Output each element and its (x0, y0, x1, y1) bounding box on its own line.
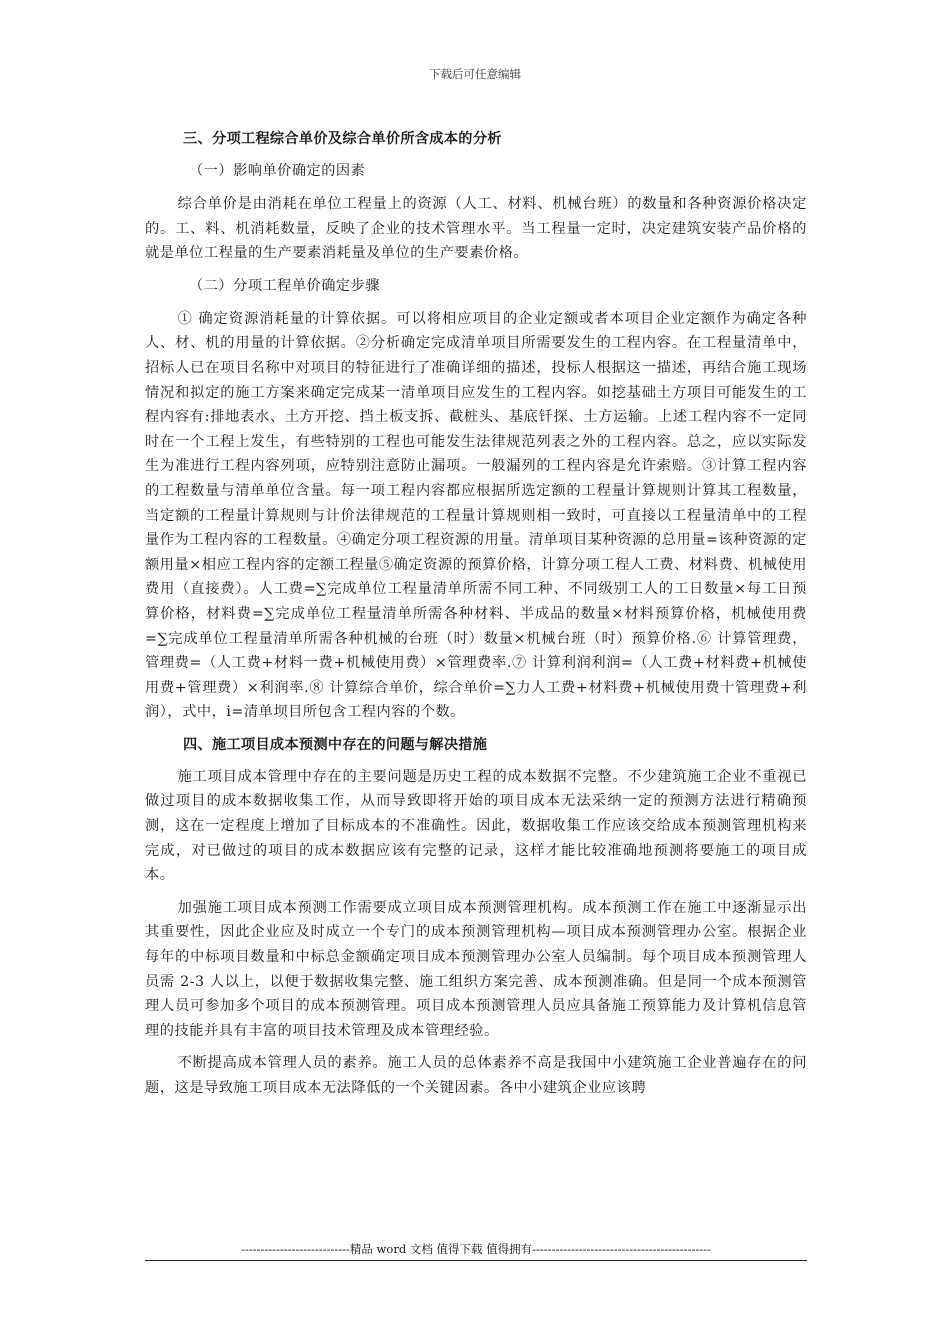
page-footer: ----------------------------精品 word 文档 值得下载 值得拥有---------------------------------------------- (145, 1241, 807, 1261)
paragraph: 加强施工项目成本预测工作需要成立项目成本预测管理机构。成本预测工作在施工中逐渐显示出其重要性，因此企业应及时成立一个专门的成本预测管理机构—项目成本预测管理办公室。根据企业每年的中标项目数量和中标总金额确定项目成本预测管理办公室人员编制。每个项目成本预测管理人员需 2-3 人以上，以便于数据收集完整、施工组织方案完善、成本预测准确。但是同一个成本预测管理人员可参加多个项目的成本预测管理。项目成本预测管理人员应具备施工预算能力及计算机信息管理的技能并具有丰富的项目技术管理及成本管理经验。 (145, 899, 807, 1039)
paragraph: ① 确定资源消耗量的计算依据。可以将相应项目的企业定额或者本项目企业定额作为确定各种人、材、机的用量的计算依据。②分析确定完成清单项目所需要发生的工程内容。在工程量清单中，招标人已在项目名称中对项目的特征进行了准确详细的描述，投标人根据这一描述，再结合施工现场情况和拟定的施工方案来确定完成某一清单项目应发生的工程内容。如挖基础土方项目可能发生的工程内容有:排地表水、土方开挖、挡土板支拆、截桩头、基底钎探、土方运输。上述工程内容不一定同时在一个工程上发生，有些特别的工程也可能发生法律规范列表之外的工程内容。总之，应以实际发生为准进行工程内容列项，应特别注意防止漏项。一般漏列的工程内容是允许索赔。③计算工程内容的工程数量与清单单位含量。每一项工程内容都应根据所选定额的工程量计算规则计算其工程数量，当定额的工程量计算规则与计价法律规范的工程量计算规则相一致时，可直接以工程量清单中的工程量作为工程内容的工程数量。④确定分项工程资源的用量。清单项目某种资源的总用量=该种资源的定额用量×相应工程内容的定额工程量⑤确定资源的预算价格，计算分项工程人工费、材料费、机械使用费用（直接费）。人工费=∑完成单位工程量清单所需不同工种、不同级别工人的工日数量×每工日预算价格，材料费=∑完成单位工程量清单所需各种材料、半成品的数量×材料预算价格，机械使用费=∑完成单位工程量清单所需各种机械的台班（时）数量×机械台班（时）预算价格.⑥ 计算管理费，管理费=（人工费+材料一费+机械使用费）×管理费率.⑦ 计算利润利润=（人工费+材料费+机械使用费+管理费）×利润率.⑧ 计算综合单价，综合单价=∑力人工费+材料费+机械使用费十管理费+利润），式中，i=清单坝目所包含工程内容的个数。 (145, 310, 807, 721)
subsection-heading-1: （一）影响单价确定的因素 (189, 163, 366, 179)
page-header: 下载后可任意编辑 (429, 67, 521, 81)
paragraph: 不断提高成本管理人员的素养。施工人员的总体素养不高是我国中小建筑施工企业普遍存在的问题，这是导致施工项目成本无法降低的一个关键因素。各中小建筑企业应该聘 (145, 1055, 807, 1096)
subsection-heading-2: （二）分项工程单价确定步骤 (189, 277, 380, 294)
section-heading-3: 三、分项工程综合单价及综合单价所含成本的分析 (183, 131, 502, 147)
paragraph: 综合单价是由消耗在单位工程量上的资源（人工、材料、机械台班）的数量和各种资源价格决定的。工、料、机消耗数量，反映了企业的技术管理水平。当工程量一定时，决定建筑安装产品价格的就是单位工程量的生产要素消耗量及单位的生产要素价格。 (145, 196, 807, 262)
paragraph: 施工项目成本管理中存在的主要问题是历史工程的成本数据不完整。不少建筑施工企业不重视已做过项目的成本数据收集工作，从而导致即将开始的项目成本无法采纳一定的预测方法进行精确预测，这在一定程度上增加了目标成本的不准确性。因此，数据收集工作应该交给成本预测管理机构来完成，对已做过的项目的成本数据应该有完整的记录，这样才能比较准确地预测将要施工的项目成本。 (145, 768, 807, 884)
section-heading-4: 四、施工项目成本预测中存在的问题与解决措施 (183, 736, 488, 753)
document-body (145, 120, 807, 1109)
